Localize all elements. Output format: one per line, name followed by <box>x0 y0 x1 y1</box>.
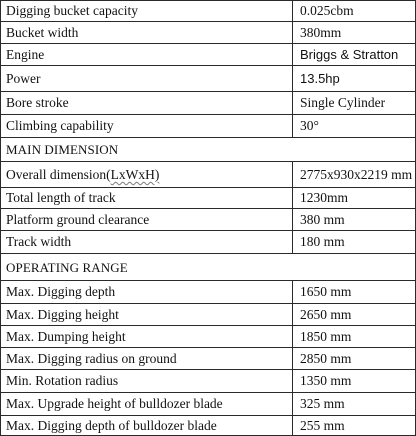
spec-label: Total length of track <box>1 188 293 208</box>
spec-label: Max. Dumping height <box>1 326 293 347</box>
spec-label: Max. Digging depth of bulldozer blade <box>1 416 293 435</box>
spec-value: 2650 mm <box>300 306 352 322</box>
section-header-row <box>1 253 415 280</box>
spec-value: 380 mm <box>300 211 345 227</box>
spec-row <box>1 65 415 91</box>
spec-label: Min. Rotation radius <box>1 370 293 392</box>
spec-value: 0.025cbm <box>300 3 354 19</box>
spec-value: 13.5hp <box>300 71 340 86</box>
spec-label: Overall dimension( LxWxH) <box>1 162 293 187</box>
spec-row <box>1 43 415 65</box>
spec-value: 30° <box>300 118 319 134</box>
spec-value: 1850 mm <box>300 328 352 344</box>
spec-label: Max. Upgrade height of bulldozer blade <box>1 393 293 415</box>
spec-row <box>1 0 415 21</box>
spec-row <box>1 208 415 230</box>
spec-value: 380mm <box>300 24 342 40</box>
spec-row <box>1 392 415 415</box>
spec-row <box>1 280 415 303</box>
spec-value: 325 mm <box>300 396 345 412</box>
spec-row <box>1 369 415 392</box>
section-header: MAIN DIMENSION <box>6 142 119 157</box>
spec-row <box>1 230 415 253</box>
spec-row <box>1 347 415 369</box>
spec-row <box>1 415 415 436</box>
spec-label: Max. Digging height <box>1 304 293 325</box>
spec-row <box>1 21 415 43</box>
spec-value: 2850 mm <box>300 350 352 366</box>
spec-label: Digging bucket capacity <box>1 1 293 21</box>
spec-value: 180 mm <box>300 234 345 250</box>
spec-row <box>1 303 415 325</box>
section-header-row <box>1 137 415 161</box>
spec-value: Single Cylinder <box>300 95 386 111</box>
spec-label: Engine <box>1 44 293 65</box>
spellcheck-underline: LxWxH) <box>110 166 160 182</box>
spec-label: Climbing capability <box>1 115 293 137</box>
spec-label: Track width <box>1 231 293 253</box>
spec-value: 2775x930x2219 mm <box>300 166 413 182</box>
spec-label: Power <box>1 66 293 91</box>
spec-row <box>1 161 415 187</box>
section-header: OPERATING RANGE <box>6 259 128 275</box>
spec-label: Bore stroke <box>1 92 293 114</box>
spec-row <box>1 187 415 208</box>
spec-row <box>1 91 415 114</box>
spec-value: 1350 mm <box>300 373 352 389</box>
spec-value: Briggs & Stratton <box>300 47 399 62</box>
spec-value: 1230mm <box>300 190 349 206</box>
spec-value: 1650 mm <box>300 284 352 300</box>
spec-label: Platform ground clearance <box>1 209 293 230</box>
spec-label: Bucket width <box>1 22 293 43</box>
spec-row <box>1 325 415 347</box>
spec-label: Max. Digging radius on ground <box>1 348 293 369</box>
spec-label: Max. Digging depth <box>1 281 293 303</box>
spec-value: 255 mm <box>300 417 345 433</box>
spec-row <box>1 114 415 137</box>
